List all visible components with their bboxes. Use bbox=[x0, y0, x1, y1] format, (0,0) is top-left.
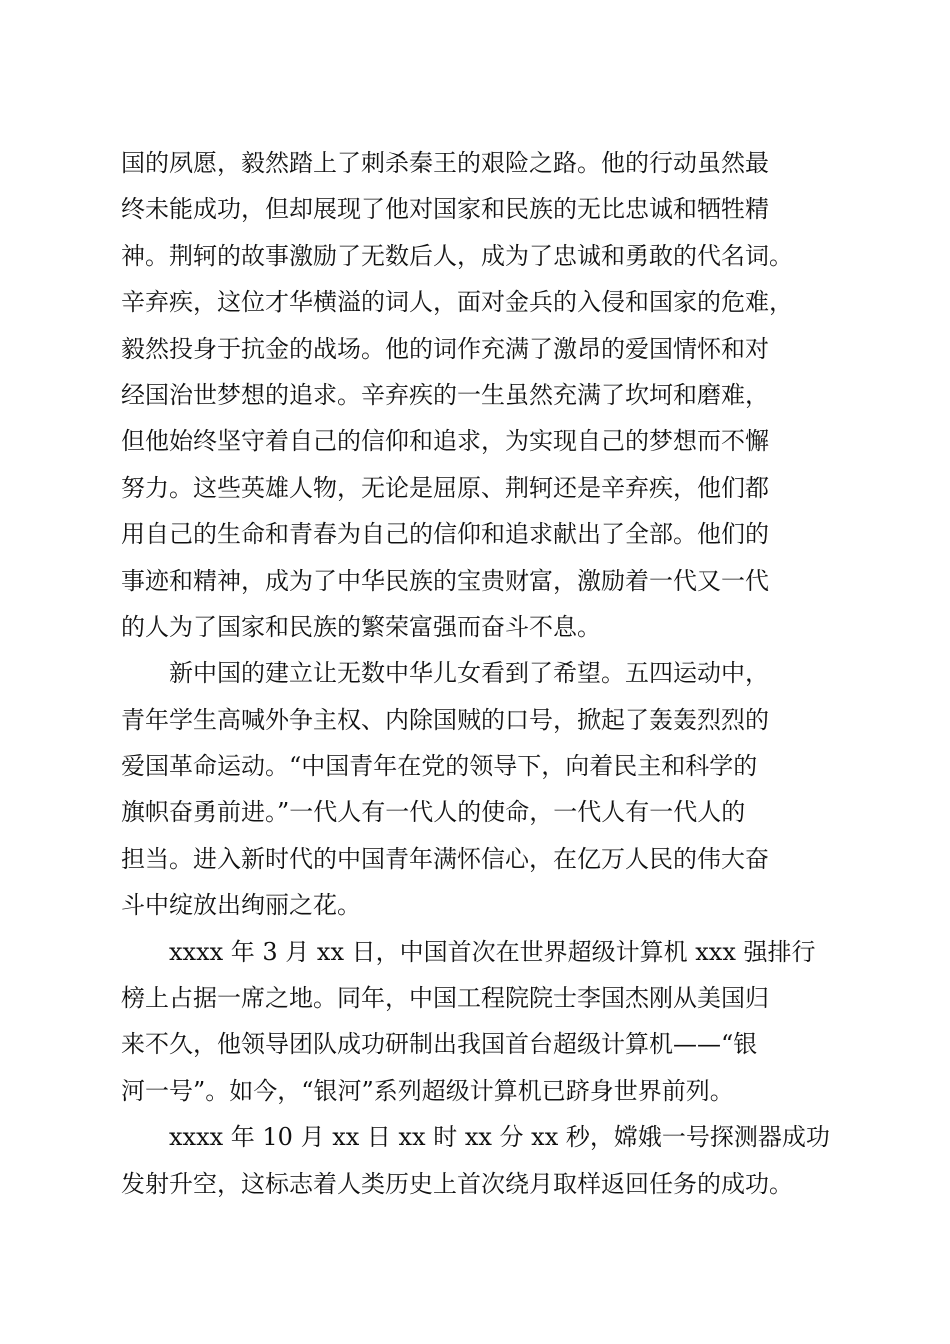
text-line: 发射升空，这标志着人类历史上首次绕月取样返回任务的成功。 bbox=[121, 1169, 793, 1198]
text-line: 事迹和精神，成为了中华民族的宝贵财富，激励着一代又一代 bbox=[121, 566, 769, 595]
text-line: 辛弃疾，这位才华横溢的词人，面对金兵的入侵和国家的危难， bbox=[121, 288, 793, 317]
text-line: 来不久，他领导团队成功研制出我国首台超级计算机——“银 bbox=[121, 1030, 758, 1059]
body-text bbox=[121, 140, 841, 1207]
text-line: 河一号”。如今，“银河”系列超级计算机已跻身世界前列。 bbox=[121, 1076, 734, 1105]
text-line: 用自己的生命和青春为自己的信仰和追求献出了全部。他们的 bbox=[121, 520, 769, 549]
text-line: 担当。进入新时代的中国青年满怀信心，在亿万人民的伟大奋 bbox=[121, 844, 769, 873]
paragraph-supercomputer bbox=[121, 929, 841, 1115]
text-line: 神。荆轲的故事激励了无数后人，成为了忠诚和勇敢的代名词。 bbox=[121, 241, 793, 270]
text-line: 新中国的建立让无数中华儿女看到了希望。五四运动中， bbox=[169, 659, 769, 688]
text-line: xxxx 年 10 月 xx 日 xx 时 xx 分 xx 秒，嫦娥一号探测器成功 bbox=[169, 1123, 830, 1152]
text-line: 青年学生高喊外争主权、内除国贼的口号，掀起了轰轰烈烈的 bbox=[121, 705, 769, 734]
text-line: 爱国革命运动。“中国青年在党的领导下，向着民主和科学的 bbox=[121, 752, 758, 781]
text-line: 努力。这些英雄人物，无论是屈原、荆轲还是辛弃疾，他们都 bbox=[121, 473, 769, 502]
text-line: 但他始终坚守着自己的信仰和追求，为实现自己的梦想而不懈 bbox=[121, 427, 769, 456]
paragraph-new-china bbox=[121, 650, 841, 928]
text-line: 的人为了国家和民族的繁荣富强而奋斗不息。 bbox=[121, 612, 601, 641]
paragraph-continued bbox=[121, 140, 841, 650]
text-line: 终未能成功，但却展现了他对国家和民族的无比忠诚和牺牲精 bbox=[121, 195, 769, 224]
text-line: 毅然投身于抗金的战场。他的词作充满了激昂的爱国情怀和对 bbox=[121, 334, 769, 363]
text-line: 经国治世梦想的追求。辛弃疾的一生虽然充满了坎坷和磨难， bbox=[121, 380, 769, 409]
text-line: xxxx 年 3 月 xx 日，中国首次在世界超级计算机 xxx 强排行 bbox=[169, 937, 816, 966]
text-line: 旗帜奋勇前进。”一代人有一代人的使命，一代人有一代人的 bbox=[121, 798, 746, 827]
text-line: 斗中绽放出绚丽之花。 bbox=[121, 891, 361, 920]
text-line: 国的夙愿，毅然踏上了刺杀秦王的艰险之路。他的行动虽然最 bbox=[121, 149, 769, 177]
paragraph-change-one bbox=[121, 1114, 841, 1207]
text-line: 榜上占据一席之地。同年，中国工程院院士李国杰刚从美国归 bbox=[121, 984, 769, 1013]
